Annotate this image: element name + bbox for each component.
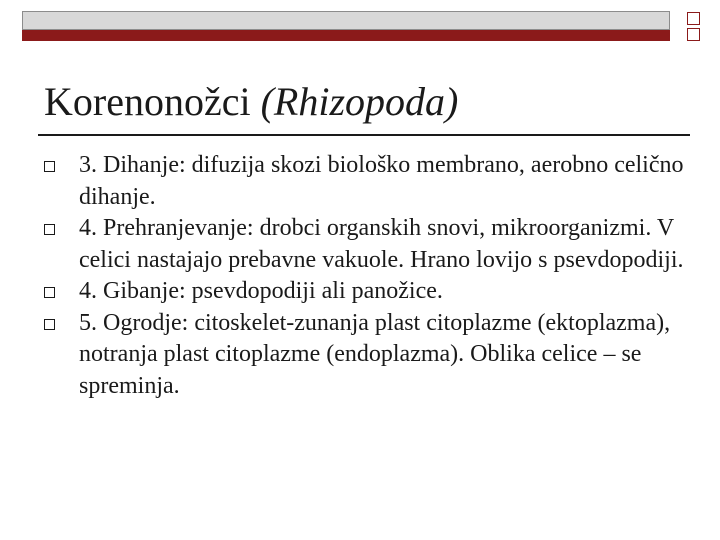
bullet-item [44, 213, 684, 276]
slide-title [44, 78, 458, 126]
bullet-text: 5. Ogrodje: citoskelet-zunanja plast citoplazme (ektoplazma), notranja plast citoplazme (endoplazma). Oblika celice – se spreminja. [79, 309, 671, 399]
bullet-item [44, 150, 684, 213]
hollow-square-icon [44, 224, 55, 235]
header-red-bar [22, 30, 670, 41]
bullet-text: 4. Gibanje: psevdopodiji ali panožice. [79, 278, 443, 304]
bullet-text: 4. Prehranjevanje: drobci organskih snovi, mikroorganizmi. V celici nastajajo prebavne vakuole. Hrano lovijo s psevdopodiji. [79, 215, 684, 273]
hollow-square-icon [44, 161, 55, 172]
slide-title-main: Korenonožci [44, 79, 261, 124]
hollow-square-icon [44, 287, 55, 298]
slide-title-latin: (Rhizopoda) [260, 79, 459, 124]
decorative-square-top [687, 12, 700, 25]
header-gray-bar [22, 11, 670, 30]
bullet-item [44, 276, 684, 308]
hollow-square-icon [44, 319, 55, 330]
bullet-text: 3. Dihanje: difuzija skozi biološko membrano, aerobno celično dihanje. [79, 152, 684, 210]
title-divider [38, 134, 690, 136]
decorative-square-bottom [687, 28, 700, 41]
bullet-item [44, 308, 684, 403]
bullet-list [44, 150, 684, 402]
